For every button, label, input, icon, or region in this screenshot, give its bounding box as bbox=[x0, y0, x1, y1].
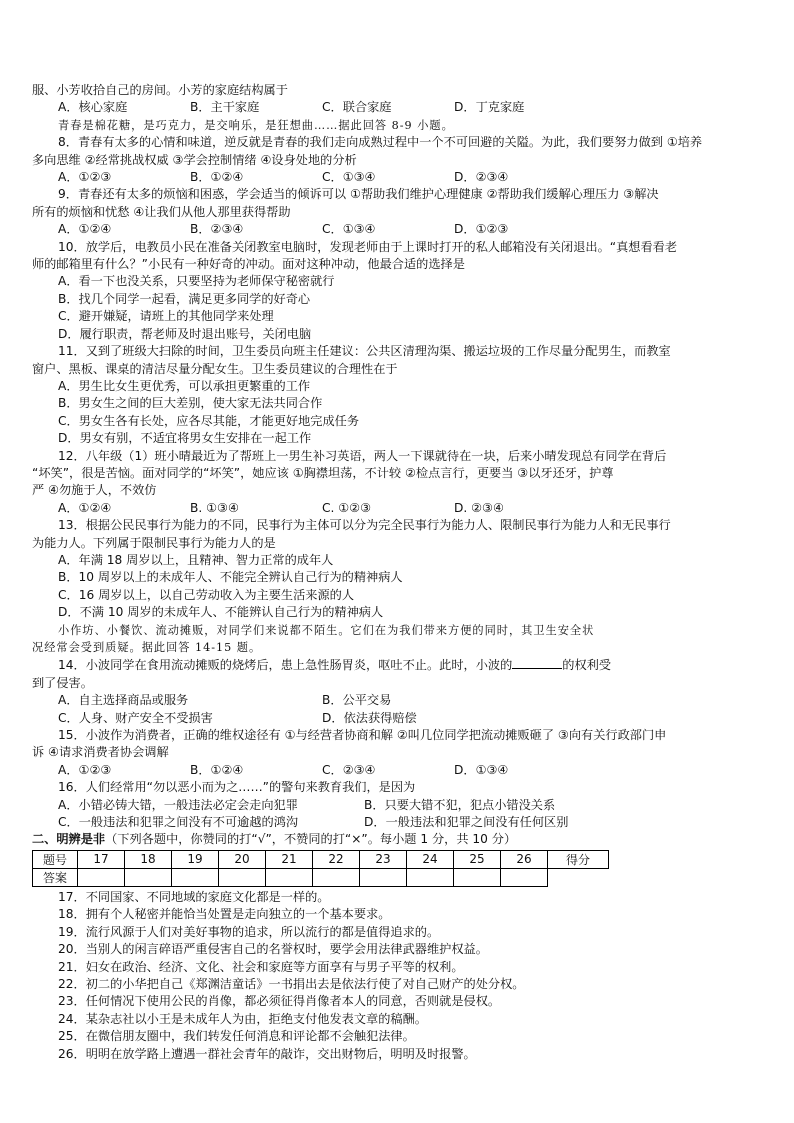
q9-options bbox=[32, 221, 768, 238]
statement-22: 22．初二的小华把自己《郑渊洁童话》一书捐出去是依法行使了对自己财产的处分权。 bbox=[58, 976, 525, 991]
q12-option-b: B. ①③④ bbox=[190, 500, 239, 515]
q12-option-d: D. ②③④ bbox=[454, 500, 504, 515]
table-header-number: 题号 bbox=[33, 850, 78, 868]
material-street-food-cont: 况经常会受到质疑。据此回答 14-15 题。 bbox=[32, 641, 262, 654]
section2-title: 二、明辨是非 bbox=[32, 832, 106, 847]
table-cell-number: 26 bbox=[501, 850, 548, 868]
q13-option-a: A．年满 18 周岁以上，且精神、智力正常的成年人 bbox=[58, 552, 334, 567]
q11-stem-cont: 窗户、黑板、课桌的清洁尽量分配女生。卫生委员建议的合理性在于 bbox=[32, 361, 398, 376]
q14-option-b: B．公平交易 bbox=[322, 693, 392, 708]
q11-option-a: A．男生比女生更优秀，可以承担更繁重的工作 bbox=[58, 378, 311, 393]
q8-option-d: D．②③④ bbox=[454, 170, 509, 185]
q10-option-b: B．找几个同学一起看，满足更多同学的好奇心 bbox=[58, 291, 311, 306]
q9-option-a: A．①②④ bbox=[58, 222, 112, 237]
table-header-answer: 答案 bbox=[33, 868, 78, 886]
q16-option-c: C．一般违法和犯罪之间没有不可逾越的鸿沟 bbox=[58, 815, 299, 830]
table-cell-number: 21 bbox=[266, 850, 313, 868]
q8-stem-cont: 多向思维 ②经常挑战权威 ③学会控制情绪 ④设身处地的分析 bbox=[32, 152, 357, 167]
q10-option-d: D．履行职责，帮老师及时退出账号，关闭电脑 bbox=[58, 326, 312, 341]
table-cell-number: 23 bbox=[360, 850, 407, 868]
answer-cell[interactable] bbox=[501, 868, 548, 886]
q14-stem-post: 的权利受 bbox=[562, 658, 612, 673]
answer-cell[interactable] bbox=[313, 868, 360, 886]
answer-cell[interactable] bbox=[78, 868, 125, 886]
exam-page bbox=[32, 82, 768, 1063]
q10-option-a: A．看一下也没关系，只要坚持为老师保守秘密就行 bbox=[58, 274, 335, 289]
q16-options-row2 bbox=[32, 814, 768, 831]
q10-option-c: C．避开嫌疑，请班上的其他同学来处理 bbox=[58, 309, 274, 324]
table-header-score: 得分 bbox=[548, 850, 609, 868]
statement-24: 24．某杂志社以小王是未成年人为由，拒绝支付他发表文章的稿酬。 bbox=[58, 1011, 427, 1026]
q8-option-c: C．①③④ bbox=[322, 170, 376, 185]
q9-stem: 9．青春还有太多的烦恼和困惑，学会适当的倾诉可以 ①帮助我们维护心理健康 ②帮助我们缓解心理压力 ③解决 bbox=[58, 187, 659, 202]
answer-cell[interactable] bbox=[219, 868, 266, 886]
q7-option-c: C．联合家庭 bbox=[322, 100, 392, 115]
q12-options bbox=[32, 500, 768, 517]
statement-17: 17．不同国家、不同地域的家庭文化都是一样的。 bbox=[58, 889, 330, 904]
q15-option-c: C．②③④ bbox=[322, 762, 376, 777]
q14-stem-pre: 14．小波同学在食用流动摊贩的烧烤后，患上急性肠胃炎，呕吐不止。此时，小波的 bbox=[58, 658, 513, 673]
q15-option-b: B．①②④ bbox=[190, 762, 244, 777]
answer-cell[interactable] bbox=[454, 868, 501, 886]
q14-stem-cont: 到了侵害。 bbox=[32, 675, 93, 690]
q14-stem bbox=[32, 656, 768, 674]
material-street-food: 小作坊、小餐饮、流动摊贩，对同学们来说都不陌生。它们在为我们带来方便的同时，其卫生安全状 bbox=[58, 623, 595, 637]
table-cell-number: 17 bbox=[78, 850, 125, 868]
statement-23: 23．任何情况下使用公民的肖像，都必须征得肖像者本人的同意，否则就是侵权。 bbox=[58, 994, 501, 1009]
material-youth-passage: 青春是棉花糖，是巧克力，是交响乐，是狂想曲……据此回答 8-9 小题。 bbox=[58, 118, 454, 132]
q10-stem-cont: 师的邮箱里有什么？”小民有一种好奇的冲动。面对这种冲动，他最合适的选择是 bbox=[32, 257, 465, 272]
answer-cell[interactable] bbox=[172, 868, 219, 886]
answer-cell[interactable] bbox=[125, 868, 172, 886]
q13-option-b: B．10 周岁以上的未成年人、不能完全辨认自己行为的精神病人 bbox=[58, 570, 403, 585]
q16-option-d: D．一般违法和犯罪之间没有任何区别 bbox=[364, 815, 569, 830]
q8-option-b: B．①②④ bbox=[190, 170, 244, 185]
q9-stem-cont: 所有的烦恼和忧愁 ④让我们从他人那里获得帮助 bbox=[32, 204, 291, 219]
q12-option-c: C. ①②③ bbox=[322, 500, 372, 515]
q14-option-d: D．依法获得赔偿 bbox=[322, 710, 417, 725]
q15-options bbox=[32, 762, 768, 779]
statement-26: 26．明明在放学路上遭遇一群社会青年的敲诈，交出财物后，明明及时报警。 bbox=[58, 1046, 476, 1061]
statement-20: 20．当别人的闲言碎语严重侵害自己的名誉权时，要学会用法律武器维护权益。 bbox=[58, 942, 488, 957]
q16-option-a: A．小错必铸大错，一般违法必定会走向犯罪 bbox=[58, 797, 298, 812]
q14-options-row2 bbox=[32, 710, 768, 727]
answer-cell[interactable] bbox=[266, 868, 313, 886]
q9-option-c: C．①③④ bbox=[322, 222, 376, 237]
q10-stem: 10．放学后，电教员小民在准备关闭教室电脑时，发现老师由于上课时打开的私人邮箱没有关闭退出。“真想看看老 bbox=[58, 239, 678, 254]
q12-stem-cont2: 严 ④勿施于人，不效仿 bbox=[32, 483, 157, 498]
empty-cell bbox=[548, 868, 609, 886]
statement-25: 25．在微信朋友圈中，我们转发任何消息和评论都不会触犯法律。 bbox=[58, 1029, 415, 1044]
q7-option-b: B．主干家庭 bbox=[190, 100, 260, 115]
q13-option-c: C．16 周岁以上，以自己劳动收入为主要生活来源的人 bbox=[58, 587, 355, 602]
q9-option-d: D．①②③ bbox=[454, 222, 509, 237]
q14-option-a: A．自主选择商品或服务 bbox=[58, 693, 189, 708]
answer-cell[interactable] bbox=[407, 868, 454, 886]
answer-table bbox=[32, 850, 609, 887]
q15-stem: 15．小波作为消费者，正确的维权途径有 ①与经营者协商和解 ②叫几位同学把流动摊贩砸了 ③向有关行政部门申 bbox=[58, 728, 667, 743]
q16-option-b: B．只要大错不犯，犯点小错没关系 bbox=[364, 797, 556, 812]
q13-option-d: D．不满 10 周岁的未成年人、不能辨认自己行为的精神病人 bbox=[58, 605, 384, 620]
q7-options bbox=[32, 99, 768, 116]
q11-option-c: C．男女生各有长处，应各尽其能，才能更好地完成任务 bbox=[58, 413, 360, 428]
q14-option-c: C．人身、财产安全不受损害 bbox=[58, 710, 213, 725]
q11-option-b: B．男女生之间的巨大差别，使大家无法共同合作 bbox=[58, 396, 323, 411]
q9-option-b: B．②③④ bbox=[190, 222, 244, 237]
section2-heading bbox=[32, 831, 768, 848]
q12-stem-cont: “坏笑”，很是苦恼。面对同学的“坏笑”，她应该 ①胸襟坦荡，不计较 ②检点言行，更要当 ③以牙还牙，护尊 bbox=[32, 465, 614, 480]
q11-stem: 11．又到了班级大扫除的时间，卫生委员向班主任建议：公共区清理沟渠、搬运垃圾的工作尽量分配男生，而教室 bbox=[58, 344, 671, 359]
table-cell-number: 22 bbox=[313, 850, 360, 868]
q8-options bbox=[32, 169, 768, 186]
q11-option-d: D．男女有别，不适宜将男女生安排在一起工作 bbox=[58, 431, 312, 446]
answer-table-answer-row bbox=[33, 868, 609, 886]
statement-21: 21．妇女在政治、经济、文化、社会和家庭等方面享有与男子平等的权利。 bbox=[58, 959, 464, 974]
q15-option-d: D．①③④ bbox=[454, 762, 509, 777]
q16-options-row1 bbox=[32, 797, 768, 814]
q12-option-a: A．①②④ bbox=[58, 500, 112, 515]
q8-stem: 8．青春有太多的心情和味道，逆反就是青春的我们走向成熟过程中一个不可回避的关隘。为此，我们要努力做到 ①培养 bbox=[58, 135, 703, 150]
q15-option-a: A．①②③ bbox=[58, 762, 112, 777]
q7-option-a: A．核心家庭 bbox=[58, 100, 128, 115]
q14-blank bbox=[512, 656, 562, 669]
q13-stem-cont: 为能力人。下列属于限制民事行为能力人的是 bbox=[32, 535, 276, 550]
q7-option-d: D．丁克家庭 bbox=[454, 100, 525, 115]
table-cell-number: 24 bbox=[407, 850, 454, 868]
q13-stem: 13．根据公民民事行为能力的不同，民事行为主体可以分为完全民事行为能力人、限制民事行为能力人和无民事行 bbox=[58, 518, 671, 533]
statement-19: 19．流行风源于人们对美好事物的追求，所以流行的都是值得追求的。 bbox=[58, 924, 440, 939]
table-cell-number: 20 bbox=[219, 850, 266, 868]
section2-instruction: （下列各题中，你赞同的打“√”，不赞同的打“×”。每小题 1 分，共 10 分） bbox=[105, 832, 517, 847]
q7-stem-tail: 服、小芳收拾自己的房间。小芳的家庭结构属于 bbox=[32, 83, 288, 97]
q16-stem: 16．人们经常用“勿以恶小而为之……”的警句来教育我们，是因为 bbox=[58, 780, 416, 795]
answer-cell[interactable] bbox=[360, 868, 407, 886]
q12-stem: 12．八年级（1）班小晴最近为了帮班上一男生补习英语，两人一下课就待在一块，后来小晴发现总有同学在背后 bbox=[58, 448, 667, 463]
q15-stem-cont: 诉 ④请求消费者协会调解 bbox=[32, 745, 169, 760]
table-cell-number: 18 bbox=[125, 850, 172, 868]
statement-18: 18．拥有个人秘密并能恰当处置是走向独立的一个基本要求。 bbox=[58, 907, 391, 922]
answer-table-number-row bbox=[33, 850, 609, 868]
table-cell-number: 19 bbox=[172, 850, 219, 868]
q8-option-a: A．①②③ bbox=[58, 170, 112, 185]
table-cell-number: 25 bbox=[454, 850, 501, 868]
q14-options-row1 bbox=[32, 692, 768, 709]
